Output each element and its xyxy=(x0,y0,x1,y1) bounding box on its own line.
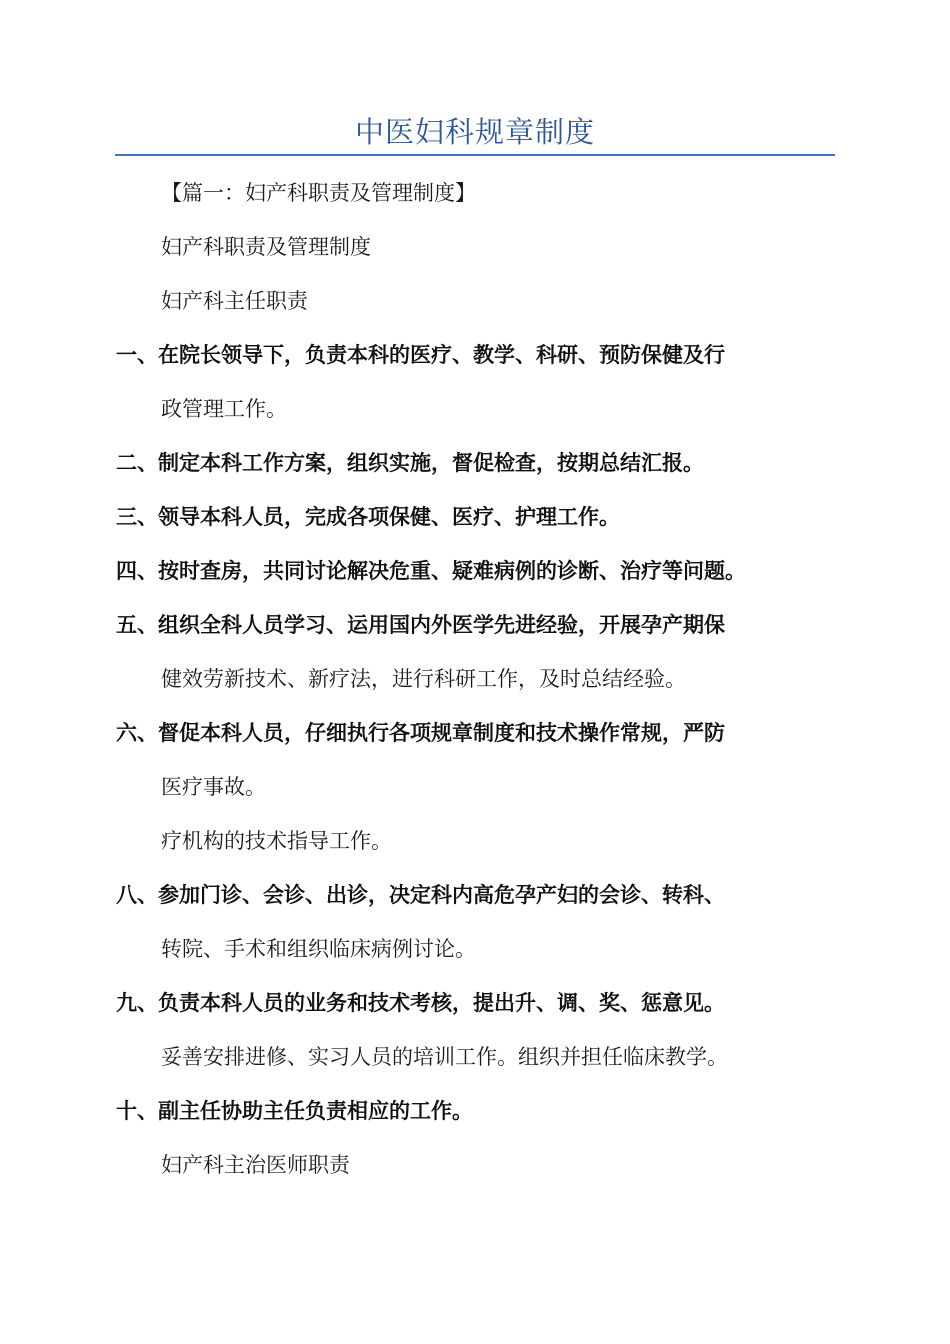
paragraph-line: 政管理工作。 xyxy=(161,397,287,421)
document-title: 中医妇科规章制度 xyxy=(354,115,595,149)
paragraph-line: 疗机构的技术指导工作。 xyxy=(161,829,392,853)
numbered-item: 三、领导本科人员，完成各项保健、医疗、护理工作。 xyxy=(116,505,620,529)
paragraph-line: 健效劳新技术、新疗法，进行科研工作，及时总结经验。 xyxy=(161,667,686,691)
numbered-item: 六、督促本科人员，仔细执行各项规章制度和技术操作常规，严防 xyxy=(116,721,725,745)
section-heading: 【篇一：妇产科职责及管理制度】 xyxy=(161,181,476,205)
numbered-item: 二、制定本科工作方案，组织实施，督促检查，按期总结汇报。 xyxy=(116,451,704,475)
numbered-item: 十、副主任协助主任负责相应的工作。 xyxy=(116,1099,473,1123)
numbered-item: 九、负责本科人员的业务和技术考核，提出升、调、奖、惩意见。 xyxy=(116,991,725,1015)
paragraph-line: 妇产科主任职责 xyxy=(161,289,308,313)
paragraph-line: 转院、手术和组织临床病例讨论。 xyxy=(161,937,476,961)
title-underline xyxy=(115,154,835,156)
numbered-item: 一、在院长领导下，负责本科的医疗、教学、科研、预防保健及行 xyxy=(116,343,725,367)
numbered-item: 八、参加门诊、会诊、出诊，决定科内高危孕产妇的会诊、转科、 xyxy=(116,883,725,907)
paragraph-line: 妥善安排进修、实习人员的培训工作。组织并担任临床教学。 xyxy=(161,1045,728,1069)
paragraph-line: 妇产科主治医师职责 xyxy=(161,1153,350,1177)
numbered-item: 四、按时查房，共同讨论解决危重、疑难病例的诊断、治疗等问题。 xyxy=(116,559,746,583)
numbered-item: 五、组织全科人员学习、运用国内外医学先进经验，开展孕产期保 xyxy=(116,613,725,637)
paragraph-line: 医疗事故。 xyxy=(161,775,266,799)
paragraph-line: 妇产科职责及管理制度 xyxy=(161,235,371,259)
